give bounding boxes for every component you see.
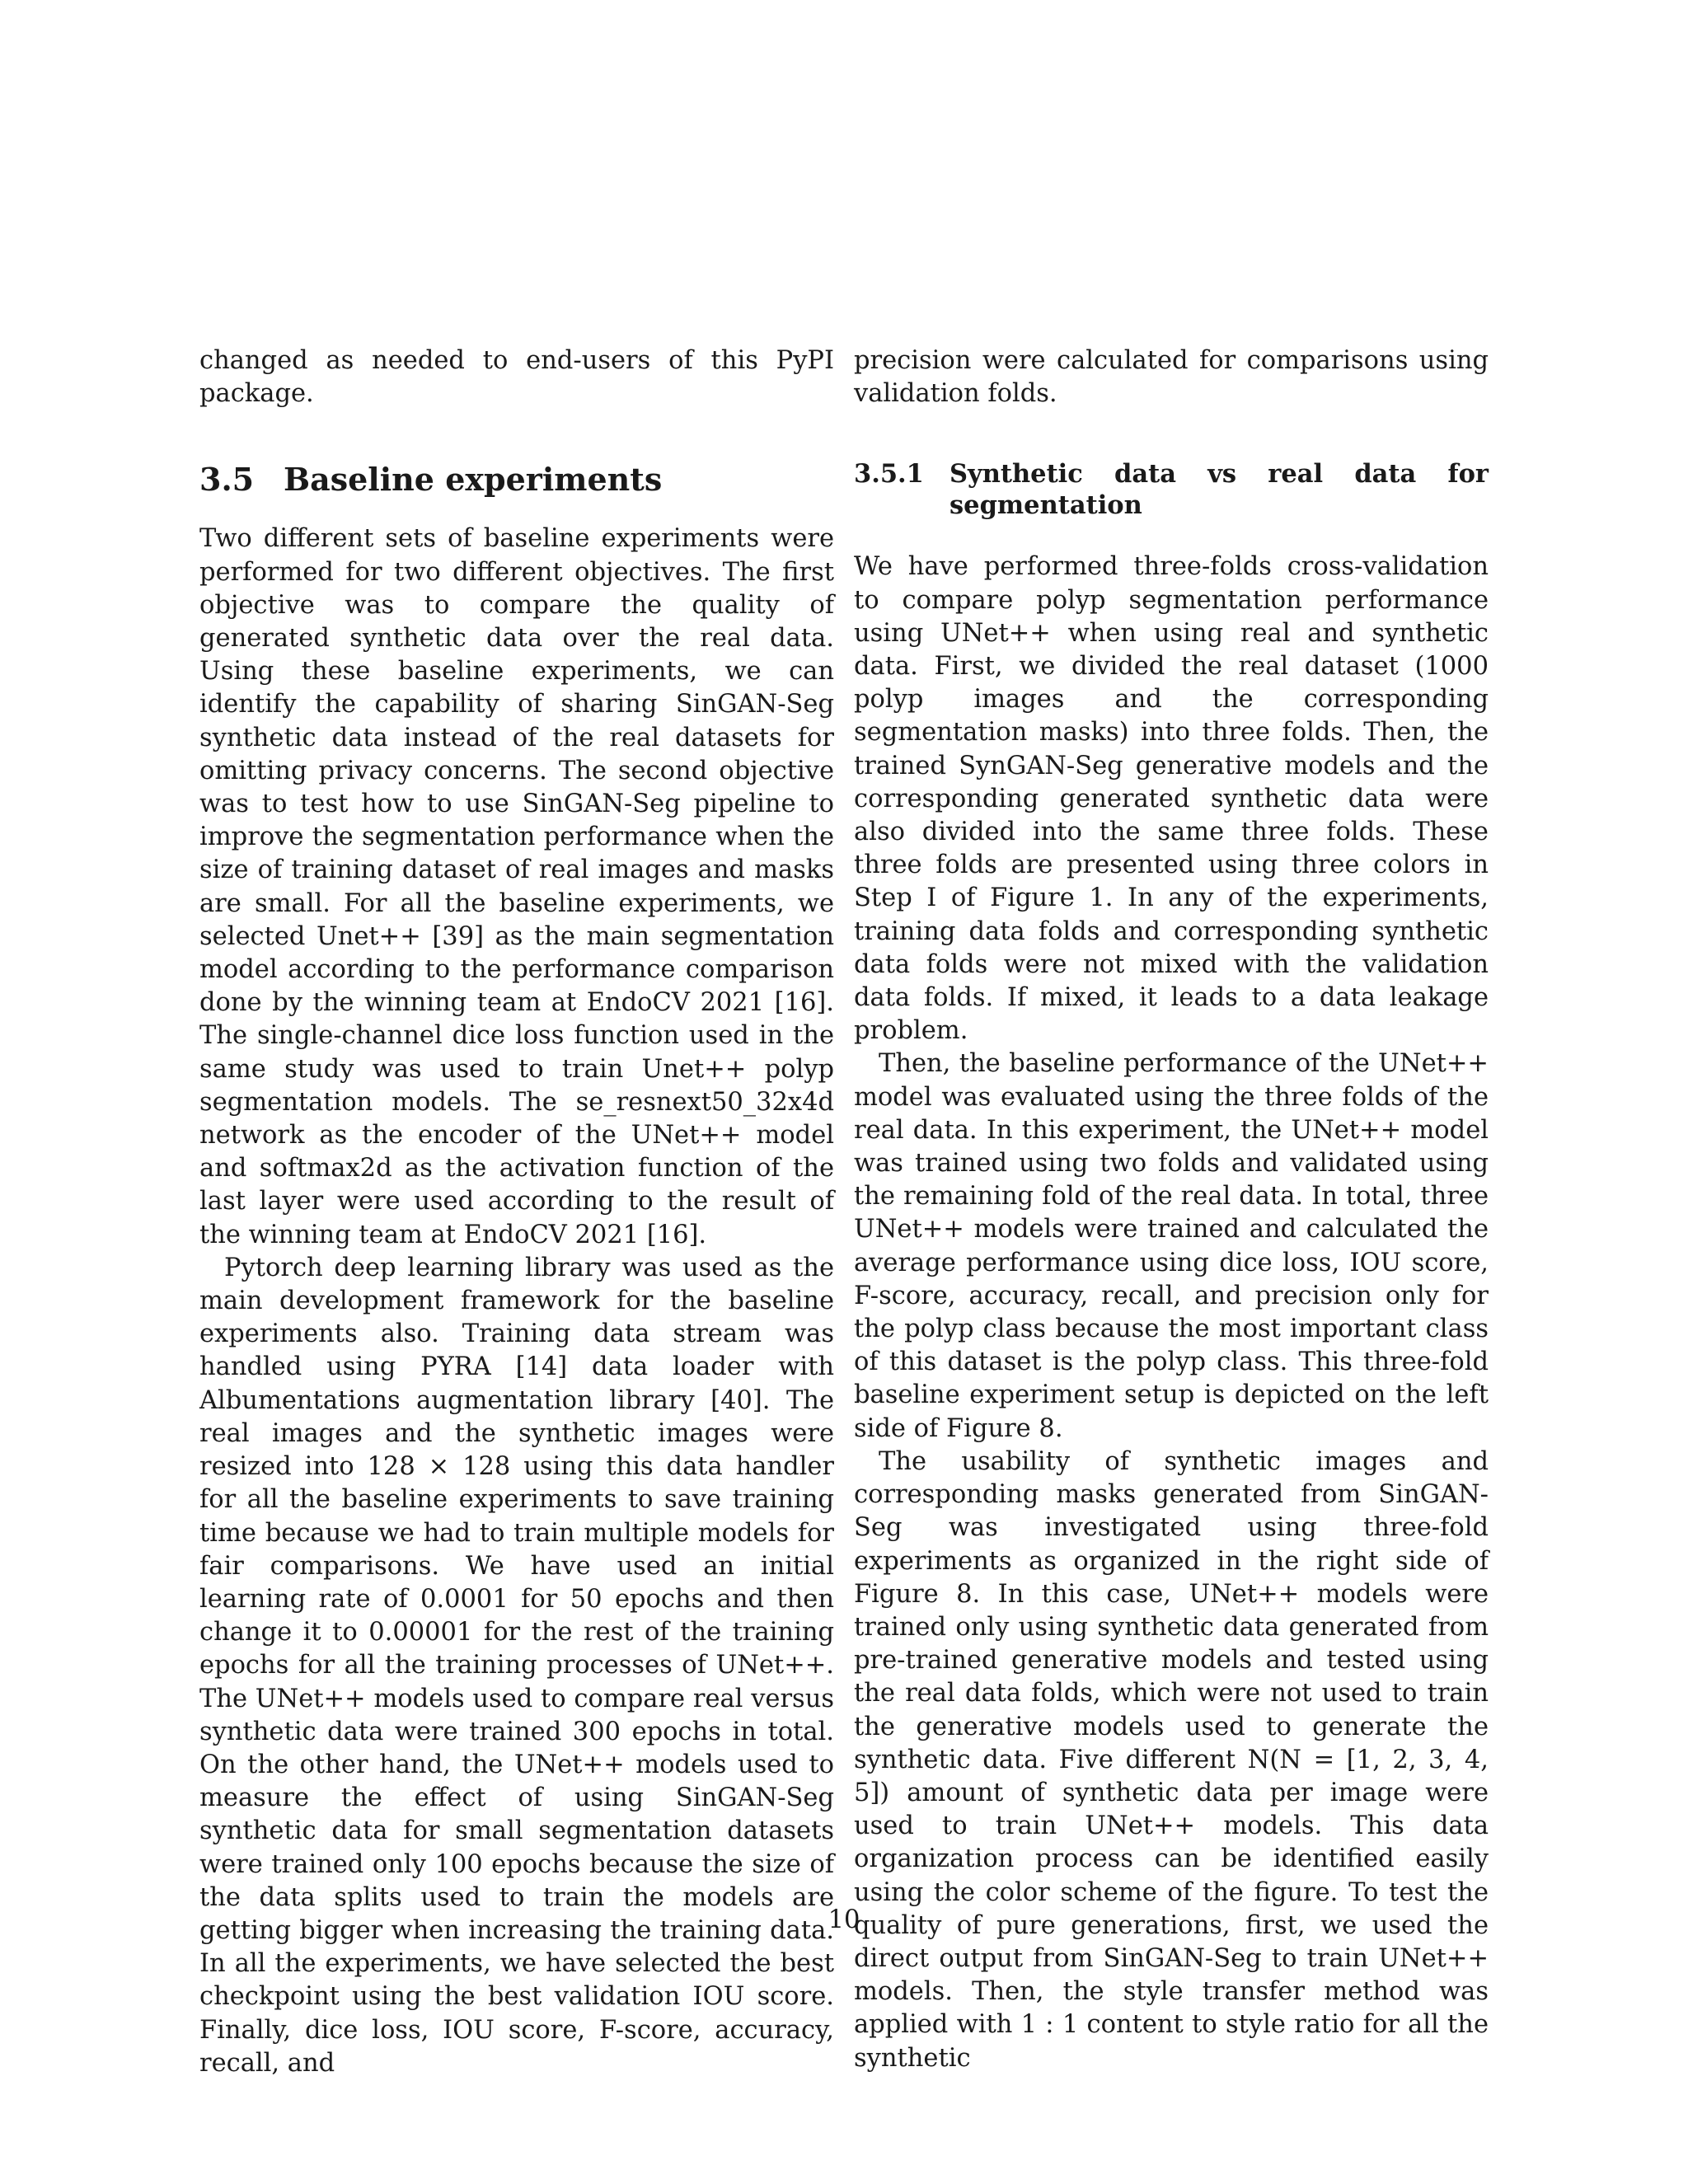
section-heading <box>199 462 834 498</box>
section-number: 3.5 <box>199 461 255 499</box>
section-title: Baseline experiments <box>284 461 663 499</box>
right-column <box>854 344 1489 2075</box>
paragraph: We have performed three-folds cross-validation to compare polyp segmentation performance using UNet++ when using real and synthetic data. First, we divided the real dataset (1000 polyp images and the corresponding segmentation masks) into three folds. Then, the trained SynGAN-Seg generative models and the corresponding generated synthetic data were also divided into the same three folds. These three folds are presented using three colors in Step I of Figure 1. In any of the experiments, training data folds and corresponding synthetic data folds were not mixed with the validation data folds. If mixed, it leads to a data leakage problem. <box>854 552 1489 1046</box>
paragraph: Then, the baseline performance of the UNet++ model was evaluated using the three folds of the real data. In this experiment, the UNet++ model was trained using two folds and validated using the remaining fold of the real data. In total, three UNet++ models were trained and calculated the average performance using dice loss, IOU score, F-score, accuracy, recall, and precision only for the polyp class because the most important class of this dataset is the polyp class. This three-fold baseline experiment setup is depicted on the left side of Figure 8. <box>854 1049 1489 1443</box>
subsection-number: 3.5.1 <box>854 459 924 490</box>
carryover-text: changed as needed to end-users of this PyPI package. <box>199 346 834 409</box>
page-number: 10 <box>828 1905 860 1934</box>
paragraph: Two different sets of baseline experiments were performed for two different objectives. The first objective was to compare the quality of generated synthetic data over the real data. Using these baseline experiments, we can identify the capability of sharing SinGAN-Seg synthetic data instead of the real datasets for omitting privacy concerns. The second objective was to test how to use SinGAN-Seg pipeline to improve the segmentation performance when the size of training dataset of real images and masks are small. For all the baseline experiments, we selected Unet++ [39] as the main segmentation model according to the performance comparison done by the winning team at EndoCV 2021 [16]. The single-channel dice loss function used in the same study was used to train Unet++ polyp segmentation models. The se_resnext50_32x4d network as the encoder of the UNet++ model and softmax2d as the activation function of the last layer were used according to the result of the winning team at EndoCV 2021 [16]. <box>199 524 834 1249</box>
paragraph: The usability of synthetic images and corresponding masks generated from SinGAN-Seg was investigated using three-fold experiments as organized in the right side of Figure 8. In this case, UNet++ models were trained only using synthetic data generated from pre-trained generative models and tested using the real data folds, which were not used to train the generative models used to generate the synthetic data. Five different N(N = [1, 2, 3, 4, 5]) amount of synthetic data per image were used to train UNet++ models. This data organization process can be identified easily using the color scheme of the figure. To test the quality of pure generations, first, we used the direct output from SinGAN-Seg to train UNet++ models. Then, the style transfer method was applied with 1 : 1 content to style ratio for all the synthetic <box>854 1446 1489 2073</box>
paragraph: Pytorch deep learning library was used as the main development framework for the baseline experiments also. Training data stream was handled using PYRA [14] data loader with Albumentations augmentation library [40]. The real images and the synthetic images were resized into 128 × 128 using this data handler for all the baseline experiments to save training time because we had to train multiple models for fair comparisons. We have used an initial learning rate of 0.0001 for 50 epochs and then change it to 0.00001 for the rest of the training epochs for all the training processes of UNet++. The UNet++ models used to compare real versus synthetic data were trained 300 epochs in total. On the other hand, the UNet++ models used to measure the effect of using SinGAN-Seg synthetic data for small segmentation datasets were trained only 100 epochs because the size of the data splits used to train the models are getting bigger when increasing the training data. In all the experiments, we have selected the best checkpoint using the best validation IOU score. Finally, dice loss, IOU score, F-score, accuracy, recall, and <box>199 1253 834 2078</box>
left-column <box>199 344 834 2080</box>
subsection-title: Synthetic data vs real data for segmentation <box>950 459 1489 521</box>
carryover-text: precision were calculated for comparisons using validation folds. <box>854 346 1489 409</box>
subsection-heading <box>854 458 1489 521</box>
